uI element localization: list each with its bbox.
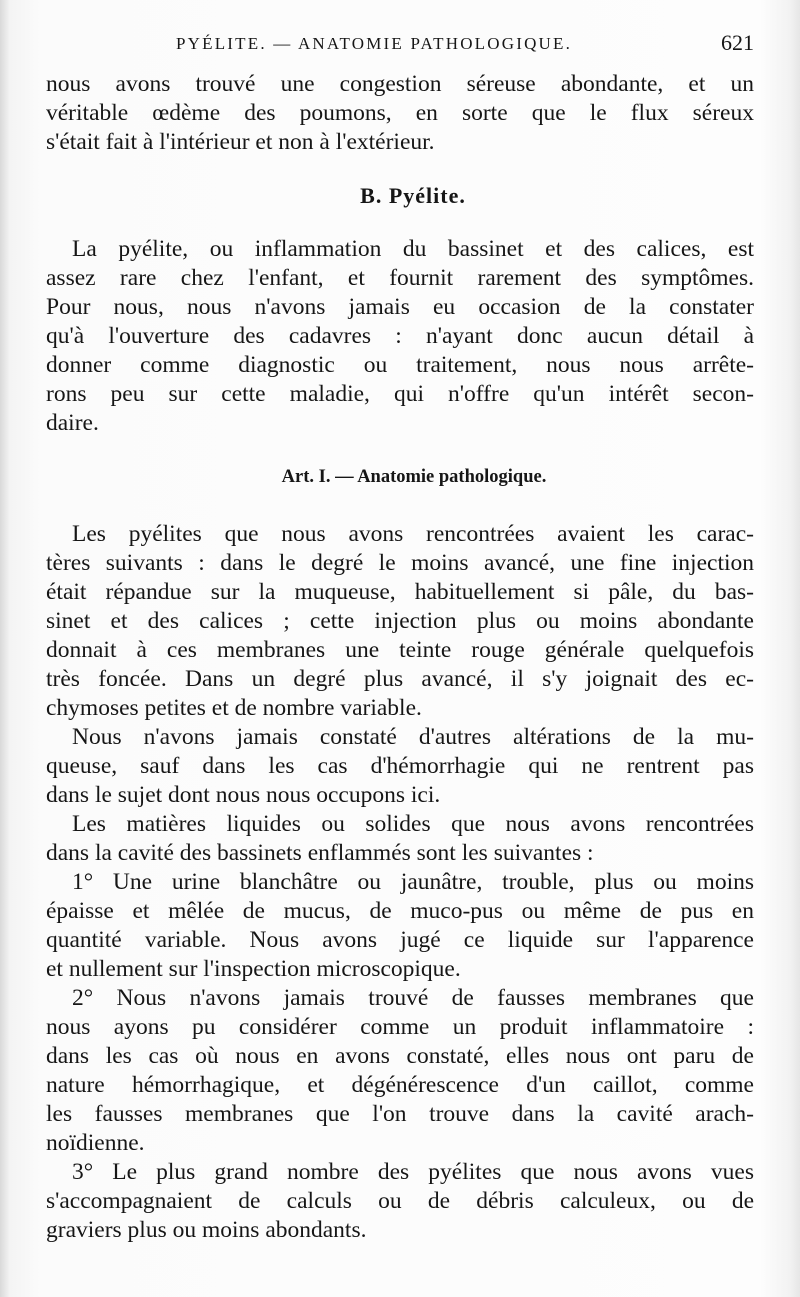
text-line: dans la cavité des bassinets enflammés sont les suivantes : <box>46 840 594 866</box>
text-line: dans les cas où nous en avons constaté, elles nous ont paru de <box>46 1043 754 1069</box>
list-item-3 <box>46 1158 754 1245</box>
text-line: daire. <box>46 410 99 436</box>
text-line: chymoses petites et de nombre variable. <box>46 695 422 721</box>
text-line: nous ayons pu considérer comme un produit inflammatoire : <box>46 1014 754 1040</box>
text-line: Pour nous, nous n'avons jamais eu occasion de la constater <box>46 294 754 320</box>
section-paragraph <box>46 235 754 438</box>
page-number: 621 <box>721 30 754 55</box>
paragraph-2 <box>46 723 754 810</box>
text-line: 2° Nous n'avons jamais trouvé de fausses membranes que <box>72 985 754 1011</box>
list-item-2 <box>46 984 754 1158</box>
text-line: les fausses membranes que l'on trouve dans la cavité arach- <box>46 1101 754 1127</box>
text-line: noïdienne. <box>46 1130 145 1156</box>
text-line: et nullement sur l'inspection microscopique. <box>46 956 461 982</box>
running-head: PYÉLITE. — ANATOMIE PATHOLOGIQUE. <box>176 34 573 53</box>
text-line: 1° Une urine blanchâtre ou jaunâtre, trouble, plus ou moins <box>72 869 754 895</box>
text-line: rons peu sur cette maladie, qui n'offre qu'un intérêt secon- <box>46 381 754 407</box>
text-line: sinet et des calices ; cette injection plus ou moins abondante <box>46 608 754 634</box>
text-line: 3° Le plus grand nombre des pyélites que nous avons vues <box>72 1159 754 1185</box>
section-heading: B. Pyélite. <box>360 183 466 208</box>
text-line: s'accompagnaient de calculs ou de débris calculeux, ou de <box>46 1188 754 1214</box>
text-line: s'était fait à l'intérieur et non à l'extérieur. <box>46 129 435 155</box>
page-body <box>46 70 754 1245</box>
paragraph-1 <box>46 520 754 723</box>
text-line: tères suivants : dans le degré le moins avancé, une fine injection <box>46 550 754 576</box>
text-line: nature hémorrhagique, et dégénérescence d'un caillot, comme <box>46 1072 754 1098</box>
text-line: Les matières liquides ou solides que nous avons rencontrées <box>72 811 754 837</box>
text-line: véritable œdème des poumons, en sorte que le flux séreux <box>46 100 754 126</box>
top-paragraph <box>46 70 754 157</box>
list-item-1 <box>46 868 754 984</box>
text-line: graviers plus ou moins abondants. <box>46 1217 367 1243</box>
text-line: donnait à ces membranes une teinte rouge générale quelquefois <box>46 637 754 663</box>
text-line: Nous n'avons jamais constaté d'autres altérations de la mu- <box>72 724 754 750</box>
page-header <box>46 30 754 60</box>
text-line: dans le sujet dont nous nous occupons ici. <box>46 782 441 808</box>
text-line: assez rare chez l'enfant, et fournit rarement des symptômes. <box>46 265 754 291</box>
text-line: quantité variable. Nous avons jugé ce liquide sur l'apparence <box>46 927 754 953</box>
text-line: très foncée. Dans un degré plus avancé, il s'y joignait des ec- <box>46 666 754 692</box>
text-line: qu'à l'ouverture des cadavres : n'ayant donc aucun détail à <box>46 323 754 349</box>
text-line: donner comme diagnostic ou traitement, nous nous arrête- <box>46 352 754 378</box>
text-line: Les pyélites que nous avons rencontrées avaient les carac- <box>72 521 754 547</box>
paragraph-3 <box>46 810 754 868</box>
text-line: était répandue sur la muqueuse, habituellement si pâle, du bas- <box>46 579 754 605</box>
text-line: nous avons trouvé une congestion séreuse abondante, et un <box>46 71 754 97</box>
text-line: queuse, sauf dans les cas d'hémorrhagie qui ne rentrent pas <box>46 753 754 779</box>
text-line: La pyélite, ou inflammation du bassinet et des calices, est <box>72 236 754 262</box>
text-line: épaisse et mêlée de mucus, de muco-pus ou même de pus en <box>46 898 754 924</box>
article-heading: Art. I. — Anatomie pathologique. <box>281 467 547 487</box>
